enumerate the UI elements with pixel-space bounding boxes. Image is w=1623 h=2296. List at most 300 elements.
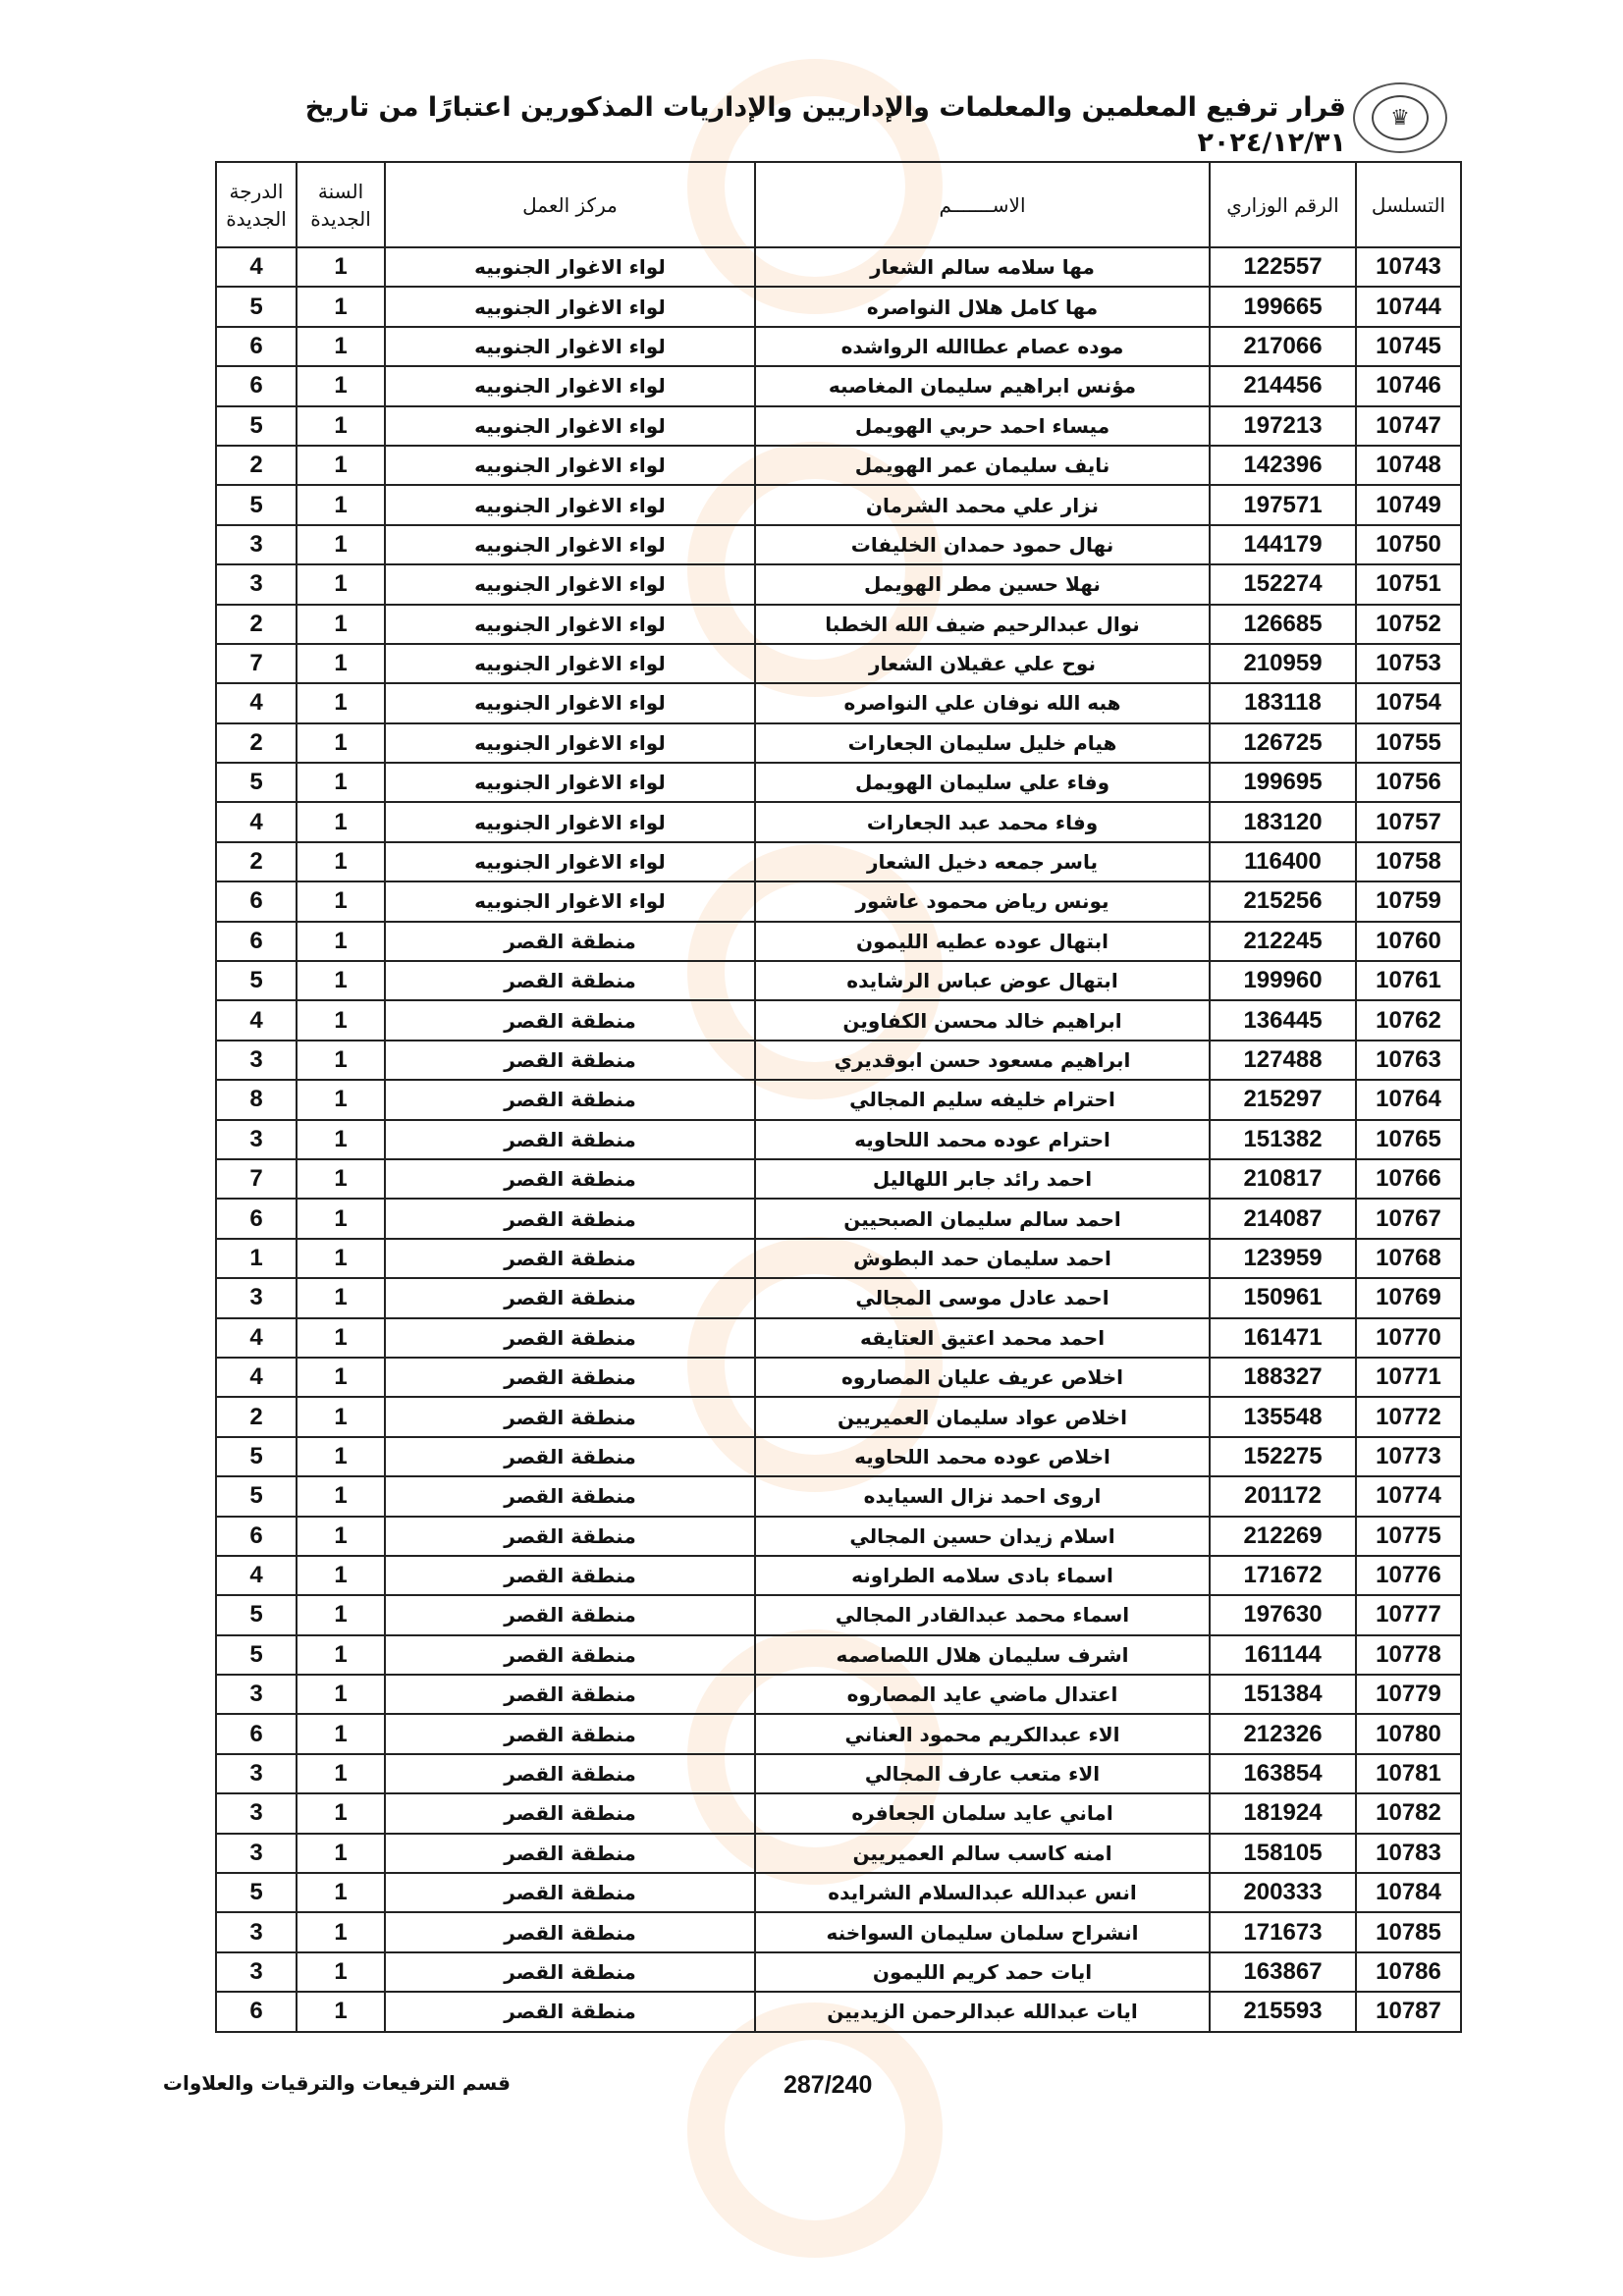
name-cell: اخلاص عوده محمد اللحاويه (755, 1437, 1210, 1476)
new-year-cell: 1 (297, 247, 385, 287)
name-cell: الاء عبدالكريم محمود العناني (755, 1714, 1210, 1753)
new-year-cell: 1 (297, 1000, 385, 1040)
table-header-row (216, 162, 1461, 247)
serial-cell: 10785 (1356, 1912, 1461, 1951)
ministry-number-cell: 215297 (1210, 1080, 1356, 1119)
table-row (216, 1517, 1461, 1556)
ministry-number-cell: 200333 (1210, 1873, 1356, 1912)
table-row (216, 1239, 1461, 1278)
name-cell: يونس رياض محمود عاشور (755, 881, 1210, 921)
new-year-cell: 1 (297, 1992, 385, 2031)
new-grade-cell: 3 (216, 1793, 297, 1833)
new-year-cell: 1 (297, 1595, 385, 1634)
ministry-number-cell: 123959 (1210, 1239, 1356, 1278)
new-year-cell: 1 (297, 723, 385, 763)
serial-cell: 10751 (1356, 564, 1461, 604)
serial-cell: 10768 (1356, 1239, 1461, 1278)
work-center-cell: منطقة القصر (385, 961, 755, 1000)
ministry-number-cell: 122557 (1210, 247, 1356, 287)
new-grade-cell: 5 (216, 1595, 297, 1634)
new-grade-cell: 4 (216, 247, 297, 287)
promotions-table (215, 161, 1462, 2033)
work-center-cell: منطقة القصر (385, 1080, 755, 1119)
new-grade-cell: 5 (216, 961, 297, 1000)
watermark-clock (687, 2002, 943, 2258)
ministry-number-cell: 171673 (1210, 1912, 1356, 1951)
table-row (216, 802, 1461, 841)
table-row (216, 406, 1461, 446)
work-center-cell: منطقة القصر (385, 1041, 755, 1080)
new-grade-cell: 3 (216, 1278, 297, 1317)
new-year-cell: 1 (297, 802, 385, 841)
ministry-number-cell: 135548 (1210, 1397, 1356, 1436)
new-year-cell: 1 (297, 1397, 385, 1436)
new-year-cell: 1 (297, 1318, 385, 1358)
work-center-cell: منطقة القصر (385, 1159, 755, 1199)
ministry-number-cell: 212269 (1210, 1517, 1356, 1556)
ministry-number-cell: 126725 (1210, 723, 1356, 763)
new-grade-cell: 4 (216, 802, 297, 841)
ministry-number-cell: 214456 (1210, 366, 1356, 405)
table-row (216, 247, 1461, 287)
header-name: الاســـــــم (755, 162, 1210, 247)
work-center-cell: منطقة القصر (385, 1517, 755, 1556)
name-cell: احمد رائد جابر اللهاليل (755, 1159, 1210, 1199)
new-grade-cell: 5 (216, 287, 297, 326)
work-center-cell: لواء الاغوار الجنوبيه (385, 881, 755, 921)
table-row (216, 1556, 1461, 1595)
name-cell: نهلا حسين مطر الهويمل (755, 564, 1210, 604)
name-cell: وفاء محمد عبد الجعارات (755, 802, 1210, 841)
serial-cell: 10754 (1356, 683, 1461, 722)
work-center-cell: لواء الاغوار الجنوبيه (385, 605, 755, 644)
table-row (216, 1476, 1461, 1516)
table-row (216, 1159, 1461, 1199)
new-year-cell: 1 (297, 1635, 385, 1675)
new-grade-cell: 3 (216, 1041, 297, 1080)
name-cell: ابراهيم خالد محسن الكفاوين (755, 1000, 1210, 1040)
work-center-cell: منطقة القصر (385, 1437, 755, 1476)
table-row (216, 1358, 1461, 1397)
ministry-number-cell: 183120 (1210, 802, 1356, 841)
ministry-number-cell: 199960 (1210, 961, 1356, 1000)
ministry-number-cell: 151382 (1210, 1120, 1356, 1159)
name-cell: اشرف سليمان هلال اللصاصمه (755, 1635, 1210, 1675)
ministry-number-cell: 171672 (1210, 1556, 1356, 1595)
new-year-cell: 1 (297, 446, 385, 485)
ministry-number-cell: 151384 (1210, 1675, 1356, 1714)
table-row (216, 763, 1461, 802)
new-grade-cell: 6 (216, 881, 297, 921)
new-year-cell: 1 (297, 1517, 385, 1556)
work-center-cell: منطقة القصر (385, 1992, 755, 2031)
name-cell: احمد سالم سليمان الصبحيين (755, 1199, 1210, 1238)
work-center-cell: لواء الاغوار الجنوبيه (385, 842, 755, 881)
serial-cell: 10747 (1356, 406, 1461, 446)
ministry-number-cell: 188327 (1210, 1358, 1356, 1397)
new-grade-cell: 2 (216, 446, 297, 485)
new-year-cell: 1 (297, 406, 385, 446)
table-row (216, 1041, 1461, 1080)
table-row (216, 1397, 1461, 1436)
table-row (216, 842, 1461, 881)
name-cell: ايات عبدالله عبدالرحمن الزيديين (755, 1992, 1210, 2031)
new-year-cell: 1 (297, 922, 385, 961)
table-row (216, 961, 1461, 1000)
new-year-cell: 1 (297, 1080, 385, 1119)
new-grade-cell: 5 (216, 1476, 297, 1516)
new-year-cell: 1 (297, 1952, 385, 1992)
serial-cell: 10756 (1356, 763, 1461, 802)
new-grade-cell: 6 (216, 327, 297, 366)
serial-cell: 10771 (1356, 1358, 1461, 1397)
ministry-number-cell: 212326 (1210, 1714, 1356, 1753)
work-center-cell: لواء الاغوار الجنوبيه (385, 802, 755, 841)
work-center-cell: منطقة القصر (385, 1120, 755, 1159)
serial-cell: 10748 (1356, 446, 1461, 485)
new-grade-cell: 6 (216, 1992, 297, 2031)
name-cell: اعتدال ماضي عايد المصاروه (755, 1675, 1210, 1714)
name-cell: مها كامل هلال النواصره (755, 287, 1210, 326)
new-year-cell: 1 (297, 366, 385, 405)
new-grade-cell: 3 (216, 1952, 297, 1992)
table-body (216, 247, 1461, 2032)
work-center-cell: منطقة القصر (385, 1675, 755, 1714)
new-year-cell: 1 (297, 1437, 385, 1476)
new-grade-cell: 3 (216, 1912, 297, 1951)
name-cell: ياسر جمعه دخيل الشعار (755, 842, 1210, 881)
table-row (216, 1437, 1461, 1476)
new-grade-cell: 4 (216, 1000, 297, 1040)
new-grade-cell: 6 (216, 922, 297, 961)
serial-cell: 10772 (1356, 1397, 1461, 1436)
serial-cell: 10760 (1356, 922, 1461, 961)
serial-cell: 10755 (1356, 723, 1461, 763)
new-grade-cell: 5 (216, 1437, 297, 1476)
serial-cell: 10774 (1356, 1476, 1461, 1516)
work-center-cell: منطقة القصر (385, 1000, 755, 1040)
new-grade-cell: 2 (216, 605, 297, 644)
new-year-cell: 1 (297, 327, 385, 366)
work-center-cell: منطقة القصر (385, 1239, 755, 1278)
serial-cell: 10767 (1356, 1199, 1461, 1238)
table-row (216, 1120, 1461, 1159)
serial-cell: 10764 (1356, 1080, 1461, 1119)
ministry-number-cell: 136445 (1210, 1000, 1356, 1040)
new-year-cell: 1 (297, 287, 385, 326)
name-cell: انشراح سلمان سليمان السواخنه (755, 1912, 1210, 1951)
name-cell: مؤنس ابراهيم سليمان المغاصبه (755, 366, 1210, 405)
name-cell: ايات حمد كريم الليمون (755, 1952, 1210, 1992)
new-year-cell: 1 (297, 1873, 385, 1912)
work-center-cell: منطقة القصر (385, 1793, 755, 1833)
table-row (216, 1992, 1461, 2031)
table-row (216, 1912, 1461, 1951)
serial-cell: 10769 (1356, 1278, 1461, 1317)
new-grade-cell: 5 (216, 485, 297, 524)
work-center-cell: منطقة القصر (385, 1397, 755, 1436)
work-center-cell: منطقة القصر (385, 1873, 755, 1912)
serial-cell: 10773 (1356, 1437, 1461, 1476)
page-title: قرار ترفيع المعلمين والمعلمات والإداريين والإداريات المذكورين اعتبارًا من تاريخ ٢٠٢٤/١٢/٣١ (304, 92, 1346, 158)
ministry-number-cell: 183118 (1210, 683, 1356, 722)
table-row (216, 446, 1461, 485)
table-row (216, 1278, 1461, 1317)
table-row (216, 723, 1461, 763)
work-center-cell: لواء الاغوار الجنوبيه (385, 366, 755, 405)
serial-cell: 10786 (1356, 1952, 1461, 1992)
serial-cell: 10784 (1356, 1873, 1461, 1912)
name-cell: امنه كاسب سالم العميريين (755, 1834, 1210, 1873)
ministry-number-cell: 126685 (1210, 605, 1356, 644)
table-row (216, 644, 1461, 683)
new-year-cell: 1 (297, 1476, 385, 1516)
work-center-cell: لواء الاغوار الجنوبيه (385, 525, 755, 564)
serial-cell: 10763 (1356, 1041, 1461, 1080)
ministry-number-cell: 210817 (1210, 1159, 1356, 1199)
ministry-number-cell: 201172 (1210, 1476, 1356, 1516)
name-cell: اسلام زيدان حسين المجالي (755, 1517, 1210, 1556)
name-cell: انس عبدالله عبدالسلام الشرايده (755, 1873, 1210, 1912)
name-cell: احمد محمد اعتيق العتايقه (755, 1318, 1210, 1358)
crown-icon: ♛ (1372, 95, 1429, 140)
serial-cell: 10778 (1356, 1635, 1461, 1675)
ministry-number-cell: 199695 (1210, 763, 1356, 802)
table-row (216, 1952, 1461, 1992)
new-year-cell: 1 (297, 1159, 385, 1199)
name-cell: اسماء بادى سلامه الطراونه (755, 1556, 1210, 1595)
table-row (216, 881, 1461, 921)
name-cell: احمد عادل موسى المجالي (755, 1278, 1210, 1317)
work-center-cell: لواء الاغوار الجنوبيه (385, 723, 755, 763)
work-center-cell: منطقة القصر (385, 1476, 755, 1516)
ministry-number-cell: 214087 (1210, 1199, 1356, 1238)
work-center-cell: لواء الاغوار الجنوبيه (385, 564, 755, 604)
ministry-number-cell: 142396 (1210, 446, 1356, 485)
ministry-number-cell: 127488 (1210, 1041, 1356, 1080)
new-year-cell: 1 (297, 1556, 385, 1595)
work-center-cell: لواء الاغوار الجنوبيه (385, 446, 755, 485)
new-grade-cell: 3 (216, 564, 297, 604)
ministry-number-cell: 215593 (1210, 1992, 1356, 2031)
work-center-cell: لواء الاغوار الجنوبيه (385, 644, 755, 683)
serial-cell: 10779 (1356, 1675, 1461, 1714)
name-cell: اروى احمد نزال السيايده (755, 1476, 1210, 1516)
new-grade-cell: 4 (216, 1358, 297, 1397)
ministry-emblem-logo (1353, 82, 1447, 153)
new-grade-cell: 3 (216, 525, 297, 564)
ministry-number-cell: 161471 (1210, 1318, 1356, 1358)
ministry-number-cell: 152274 (1210, 564, 1356, 604)
serial-cell: 10765 (1356, 1120, 1461, 1159)
table-row (216, 1834, 1461, 1873)
serial-cell: 10746 (1356, 366, 1461, 405)
new-year-cell: 1 (297, 1675, 385, 1714)
new-year-cell: 1 (297, 525, 385, 564)
serial-cell: 10780 (1356, 1714, 1461, 1753)
name-cell: مها سلامه سالم الشعار (755, 247, 1210, 287)
table-row (216, 564, 1461, 604)
header-new-grade: الدرجة الجديدة (216, 162, 297, 247)
ministry-number-cell: 163854 (1210, 1754, 1356, 1793)
new-grade-cell: 5 (216, 406, 297, 446)
table-row (216, 1595, 1461, 1634)
new-year-cell: 1 (297, 961, 385, 1000)
name-cell: ميساء احمد حربي الهويمل (755, 406, 1210, 446)
new-year-cell: 1 (297, 1278, 385, 1317)
new-grade-cell: 3 (216, 1754, 297, 1793)
table-row (216, 1873, 1461, 1912)
new-grade-cell: 3 (216, 1834, 297, 1873)
table-row (216, 1714, 1461, 1753)
table-row (216, 525, 1461, 564)
ministry-number-cell: 158105 (1210, 1834, 1356, 1873)
new-year-cell: 1 (297, 1834, 385, 1873)
name-cell: احمد سليمان حمد البطوش (755, 1239, 1210, 1278)
work-center-cell: منطقة القصر (385, 1199, 755, 1238)
new-grade-cell: 6 (216, 1714, 297, 1753)
work-center-cell: منطقة القصر (385, 1714, 755, 1753)
name-cell: نوح علي عقيلان الشعار (755, 644, 1210, 683)
name-cell: نهال حمود حمدان الخليفات (755, 525, 1210, 564)
new-grade-cell: 2 (216, 1397, 297, 1436)
name-cell: اماني عايد سلمان الجعافره (755, 1793, 1210, 1833)
ministry-number-cell: 116400 (1210, 842, 1356, 881)
new-grade-cell: 4 (216, 683, 297, 722)
work-center-cell: لواء الاغوار الجنوبيه (385, 287, 755, 326)
name-cell: ابتهال عوده عطيه الليمون (755, 922, 1210, 961)
work-center-cell: منطقة القصر (385, 1754, 755, 1793)
table-row (216, 1675, 1461, 1714)
name-cell: اخلاص عواد سليمان العميريين (755, 1397, 1210, 1436)
new-grade-cell: 4 (216, 1556, 297, 1595)
ministry-number-cell: 217066 (1210, 327, 1356, 366)
header-ministry-number: الرقم الوزاري (1210, 162, 1356, 247)
new-grade-cell: 4 (216, 1318, 297, 1358)
new-grade-cell: 7 (216, 644, 297, 683)
name-cell: نوال عبدالرحيم ضيف الله الخطبا (755, 605, 1210, 644)
new-grade-cell: 3 (216, 1675, 297, 1714)
serial-cell: 10743 (1356, 247, 1461, 287)
work-center-cell: لواء الاغوار الجنوبيه (385, 763, 755, 802)
name-cell: احترام خليفه سليم المجالي (755, 1080, 1210, 1119)
ministry-number-cell: 197213 (1210, 406, 1356, 446)
new-grade-cell: 8 (216, 1080, 297, 1119)
new-year-cell: 1 (297, 1120, 385, 1159)
work-center-cell: منطقة القصر (385, 1595, 755, 1634)
table-row (216, 605, 1461, 644)
new-grade-cell: 5 (216, 1873, 297, 1912)
serial-cell: 10777 (1356, 1595, 1461, 1634)
header-work-center: مركز العمل (385, 162, 755, 247)
table-row (216, 1080, 1461, 1119)
work-center-cell: منطقة القصر (385, 1952, 755, 1992)
page-number: 287/240 (784, 2071, 873, 2099)
serial-cell: 10782 (1356, 1793, 1461, 1833)
work-center-cell: لواء الاغوار الجنوبيه (385, 683, 755, 722)
new-year-cell: 1 (297, 1754, 385, 1793)
work-center-cell: لواء الاغوار الجنوبيه (385, 485, 755, 524)
ministry-number-cell: 212245 (1210, 922, 1356, 961)
new-year-cell: 1 (297, 881, 385, 921)
new-year-cell: 1 (297, 842, 385, 881)
new-grade-cell: 7 (216, 1159, 297, 1199)
serial-cell: 10775 (1356, 1517, 1461, 1556)
table-row (216, 1199, 1461, 1238)
new-year-cell: 1 (297, 1199, 385, 1238)
name-cell: وفاء علي سليمان الهويمل (755, 763, 1210, 802)
table-row (216, 485, 1461, 524)
ministry-number-cell: 215256 (1210, 881, 1356, 921)
name-cell: الاء متعب عارف المجالي (755, 1754, 1210, 1793)
name-cell: هيام خليل سليمان الجعارات (755, 723, 1210, 763)
serial-cell: 10745 (1356, 327, 1461, 366)
new-grade-cell: 6 (216, 1517, 297, 1556)
work-center-cell: منطقة القصر (385, 1278, 755, 1317)
work-center-cell: منطقة القصر (385, 1912, 755, 1951)
serial-cell: 10787 (1356, 1992, 1461, 2031)
table-row (216, 327, 1461, 366)
table-row (216, 922, 1461, 961)
serial-cell: 10757 (1356, 802, 1461, 841)
serial-cell: 10752 (1356, 605, 1461, 644)
serial-cell: 10750 (1356, 525, 1461, 564)
table-row (216, 1754, 1461, 1793)
serial-cell: 10766 (1356, 1159, 1461, 1199)
serial-cell: 10759 (1356, 881, 1461, 921)
new-year-cell: 1 (297, 1358, 385, 1397)
serial-cell: 10783 (1356, 1834, 1461, 1873)
name-cell: اخلاص عريف عليان المصاروه (755, 1358, 1210, 1397)
new-year-cell: 1 (297, 485, 385, 524)
new-grade-cell: 5 (216, 763, 297, 802)
ministry-number-cell: 163867 (1210, 1952, 1356, 1992)
ministry-number-cell: 150961 (1210, 1278, 1356, 1317)
new-year-cell: 1 (297, 1912, 385, 1951)
work-center-cell: لواء الاغوار الجنوبيه (385, 247, 755, 287)
name-cell: ابراهيم مسعود حسن ابوقديري (755, 1041, 1210, 1080)
work-center-cell: منطقة القصر (385, 1358, 755, 1397)
table-row (216, 683, 1461, 722)
table-row (216, 366, 1461, 405)
name-cell: احترام عوده محمد اللحاويه (755, 1120, 1210, 1159)
table-row (216, 1000, 1461, 1040)
new-year-cell: 1 (297, 564, 385, 604)
serial-cell: 10781 (1356, 1754, 1461, 1793)
new-grade-cell: 2 (216, 842, 297, 881)
ministry-number-cell: 181924 (1210, 1793, 1356, 1833)
work-center-cell: لواء الاغوار الجنوبيه (385, 327, 755, 366)
ministry-number-cell: 199665 (1210, 287, 1356, 326)
name-cell: ابتهال عوض عباس الرشايده (755, 961, 1210, 1000)
new-year-cell: 1 (297, 1793, 385, 1833)
new-grade-cell: 1 (216, 1239, 297, 1278)
serial-cell: 10761 (1356, 961, 1461, 1000)
work-center-cell: منطقة القصر (385, 1556, 755, 1595)
serial-cell: 10776 (1356, 1556, 1461, 1595)
ministry-number-cell: 161144 (1210, 1635, 1356, 1675)
serial-cell: 10770 (1356, 1318, 1461, 1358)
new-year-cell: 1 (297, 683, 385, 722)
serial-cell: 10744 (1356, 287, 1461, 326)
work-center-cell: منطقة القصر (385, 922, 755, 961)
name-cell: نزار علي محمد الشرمان (755, 485, 1210, 524)
ministry-number-cell: 197630 (1210, 1595, 1356, 1634)
work-center-cell: منطقة القصر (385, 1635, 755, 1675)
serial-cell: 10758 (1356, 842, 1461, 881)
new-year-cell: 1 (297, 1041, 385, 1080)
name-cell: هبه الله نوفان علي النواصره (755, 683, 1210, 722)
